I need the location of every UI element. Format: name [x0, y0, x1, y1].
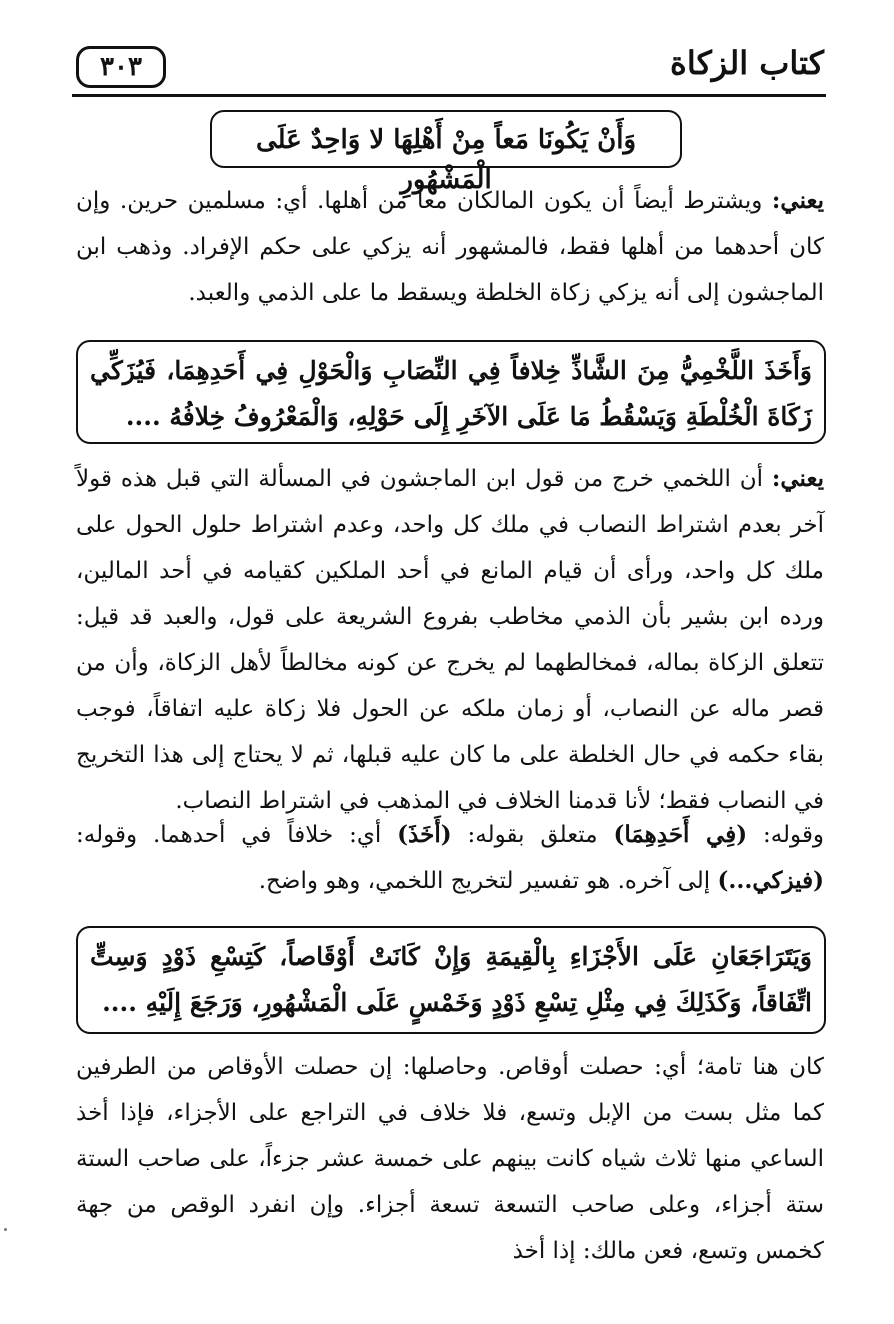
book-title: كتاب الزكاة — [670, 44, 824, 82]
sharh-text-4: كان هنا تامة؛ أي: حصلت أوقاص. وحاصلها: إن حصلت الأوقاص من الطرفين كما مثل بست من الإبل وتسع، فلا خلاف في التراجع على الأجزاء، فإذا أخذ الساعي منها ثلاث شياه كانت بينهم على خمسة عشر جزءاً، على صاحب الستة ستة أجزاء، وعلى صاحب التسعة تسعة أجزاء. وإن انفرد الوقص من جهة كخمس وتسع، فعن مالك: إذا أخذ — [76, 1054, 824, 1264]
sharh-paragraph-2 — [76, 456, 824, 824]
sharh-paragraph-4 — [76, 1044, 824, 1274]
sharh-text-1: ويشترط أيضاً أن يكون المالكان معاً من أهلها. أي: مسلمين حرين. وإن كان أحدهما من أهلها فقط، فالمشهور أنه يزكي على حكم الإفراد. وذهب ابن الماجشون إلى أنه يزكي زكاة الخلطة ويسقط ما على الذمي والعبد. — [76, 188, 824, 306]
sharh-paragraph-1 — [76, 178, 824, 316]
header-rule — [72, 94, 826, 97]
sharh-3-part-2: متعلق بقوله: — [467, 822, 598, 848]
sharh-text-2: أن اللخمي خرج من قول ابن الماجشون في المسألة التي قبل هذه قولاً آخر بعدم اشتراط النصاب في ملك كل واحد، وعدم اشتراط حلول الحول على ملك كل واحد، ورأى أن قيام المانع في أحد الملكين كقيامه في أحد المالين، ورده ابن بشير بأن الذمي مخاطب بفروع الشريعة على قول، والعبد قد قيل: تتعلق الزكاة بماله، فمخالطهما لم يخرج عن كونه مخالطاً لأهل الزكاة، وأن من قصر ماله عن النصاب، أو زمان ملكه عن الحول فلا زكاة عليه اتفاقاً، فوجب بقاء حكمه في حال الخلطة على ما كان عليه قبلها، ثم لا يحتاج إلى هذا التخريج في النصاب فقط؛ لأنا قدمنا الخلاف في المذهب في اشتراط النصاب. — [76, 466, 824, 814]
sharh-3-quote-2: (أَخَذَ) — [397, 821, 452, 848]
matn-box-3 — [76, 926, 826, 1034]
sharh-3-part-4: إلى آخره. هو تفسير لتخريج اللخمي، وهو واضح. — [258, 868, 711, 894]
scan-speck — [4, 1228, 7, 1231]
sharh-3-quote-1: (فِي أَحَدِهِمَا) — [613, 821, 748, 848]
matn-box-2 — [76, 340, 826, 444]
sharh-lead-2: يعني: — [771, 465, 824, 492]
sharh-paragraph-3 — [76, 812, 824, 904]
matn-text-3: وَيَتَرَاجَعَانِ عَلَى الأَجْزَاءِ بِالْقِيمَةِ وَإِنْ كَانَتْ أَوْقَاصاً، كَتِسْعِ ذَوْدٍ وَسِتٍّ اتِّفَاقاً، وَكَذَلِكَ فِي مِثْلِ تِسْعِ ذَوْدٍ وَخَمْسٍ عَلَى الْمَشْهُورِ، وَرَجَعَ إِلَيْهِ .... — [90, 942, 812, 1017]
matn-text-1: وَأَنْ يَكُونَا مَعاً مِنْ أَهْلِهَا لا وَاحِدٌ عَلَى الْمَشْهُورِ — [255, 125, 637, 195]
page-header — [72, 40, 824, 98]
sharh-3-quote-3: (فيزكي...) — [717, 867, 824, 894]
matn-text-2: وَأَخَذَ اللَّخْمِيُّ مِنَ الشَّاذِّ خِلافاً فِي النِّصَابِ وَالْحَوْلِ فِي أَحَدِهِمَا، فَيُزَكِّي زَكَاةَ الْخُلْطَةِ وَيَسْقُطُ مَا عَلَى الآخَرِ إِلَى حَوْلِهِ، وَالْمَعْرُوفُ خِلافُهُ .... — [90, 356, 812, 431]
sharh-3-part-1: وقوله: — [762, 822, 825, 848]
sharh-lead-1: يعني: — [771, 187, 825, 214]
sharh-3-part-3: أي: خلافاً في أحدهما. وقوله: — [76, 822, 382, 848]
matn-box-1 — [210, 110, 682, 195]
page-number: ٣٠٣ — [76, 46, 166, 88]
